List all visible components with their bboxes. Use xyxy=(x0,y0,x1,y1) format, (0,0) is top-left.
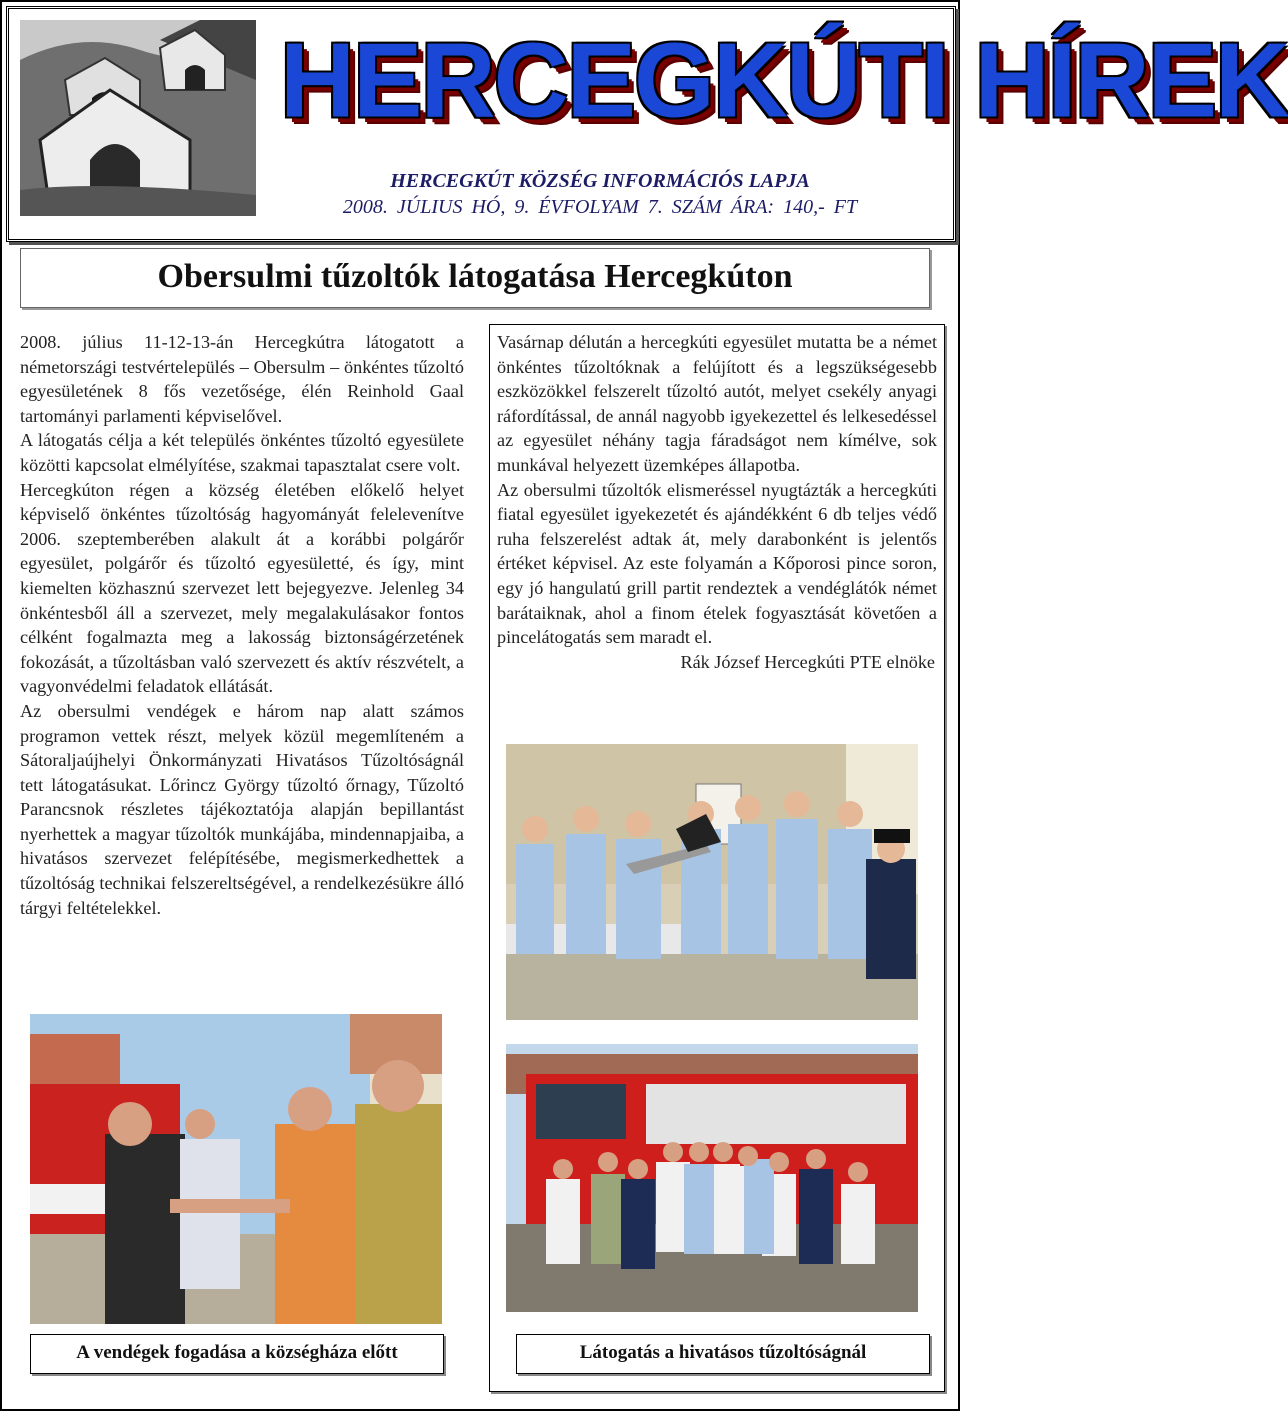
fire-truck-group-photo xyxy=(506,1044,918,1312)
left-paragraph: A látogatás célja a két település önkéntes tűzoltó egyesülete közötti kapcsolat elmélyítése, szakmai tapasztalat csere volt. xyxy=(20,430,464,475)
masthead-subtitle: HERCEGKÚT KÖZSÉG INFORMÁCIÓS LAPJA xyxy=(390,170,810,192)
right-photo-caption: Látogatás a hivatásos tűzoltóságnál xyxy=(516,1334,930,1374)
left-paragraph: Az obersulmi vendégek e három nap alatt számos programon vettek részt, melyek közül megemlíteném a Sátoraljaújhelyi Önkormányzati Hivatásos Tűzoltóságnál tett látogatásukat. Lőrincz György tűzoltó őrnagy, Tűzoltó Parancsnok részletes tájékoztatója alapján bepillantást nyerhettek a magyar tűzoltók munkájába, mindennapjaiba, a hivatásos szervezet felépítésébe, megismerkedhettek a tűzoltóság technikai felszereltségével, a rendelkezésükre álló tárgyi feltételekkel. xyxy=(20,700,464,918)
signature: Rák József Hercegkúti PTE elnöke xyxy=(680,651,935,672)
wine-cellar-photo xyxy=(20,20,256,216)
article-headline: Obersulmi tűzoltók látogatása Hercegkúton xyxy=(20,248,930,308)
fire-station-photo xyxy=(506,744,918,1020)
left-paragraph: Hercegkúton régen a község életében előkelő helyet képviselő önkéntes tűzoltóság hagyományát felelevenítve 2006. szeptemberében alakult át a korábbi polgárőr egyesület, polgárőr és tűzoltó egyesületté, és így, mint kiemelten közhasznú szervezet lett bejegyezve. Jelenleg 34 önkéntesből áll a szervezet, mely megalakulásakor fontos célként fogalmazta meg a lakosság biztonságérzetének fokozását, a tűzoltásban való szervezett és aktív részvételt, a vagyonvédelmi feladatok ellátását. xyxy=(20,479,464,697)
right-column xyxy=(497,330,937,674)
right-paragraph: Vasárnap délután a hercegkúti egyesület mutatta be a német önkéntes tűzoltóknak a felújított és a legszükségesebb eszközökkel felszerelt tűzoltó autót, melyet csekély anyagi ráfordítással, de annál nagyobb igyekezettel és lelkesedéssel az egyesület néhány tagja fáradságot nem kímélve, sok munkával helyezett üzemképes állapotba. xyxy=(497,332,937,475)
right-paragraph: Az obersulmi tűzoltók elismeréssel nyugtázták a hercegkúti fiatal egyesület igyekezetét és ajándékként 6 db teljes védő ruha felszerelést adtak át, mely darabonként is jelentős értéket képvisel. Az este folyamán a Kőporosi pince soron, egy jó hangulatú grill partit rendeztek a vendéglátók német barátaiknak, ahol a finom ételek fogyasztását követően a pincelátogatás sem maradt el. xyxy=(497,479,937,648)
masthead-title: HERCEGKÚTI HÍREK xyxy=(280,21,1288,141)
left-photo-caption: A vendégek fogadása a községháza előtt xyxy=(30,1334,444,1374)
issue-info: 2008. JÚLIUS HÓ, 9. ÉVFOLYAM 7. SZÁM ÁRA: 140,- FT xyxy=(342,196,858,218)
left-column xyxy=(20,330,464,920)
town-hall-welcome-photo xyxy=(30,1014,442,1324)
left-paragraph: 2008. július 11-12-13-án Hercegkútra látogatott a németországi testvértelepülés – Obersulm – önkéntes tűzoltó egyesületének 8 fős vezetősége, élén Reinhold Gaal tartományi parlamenti képviselővel. xyxy=(20,332,464,426)
